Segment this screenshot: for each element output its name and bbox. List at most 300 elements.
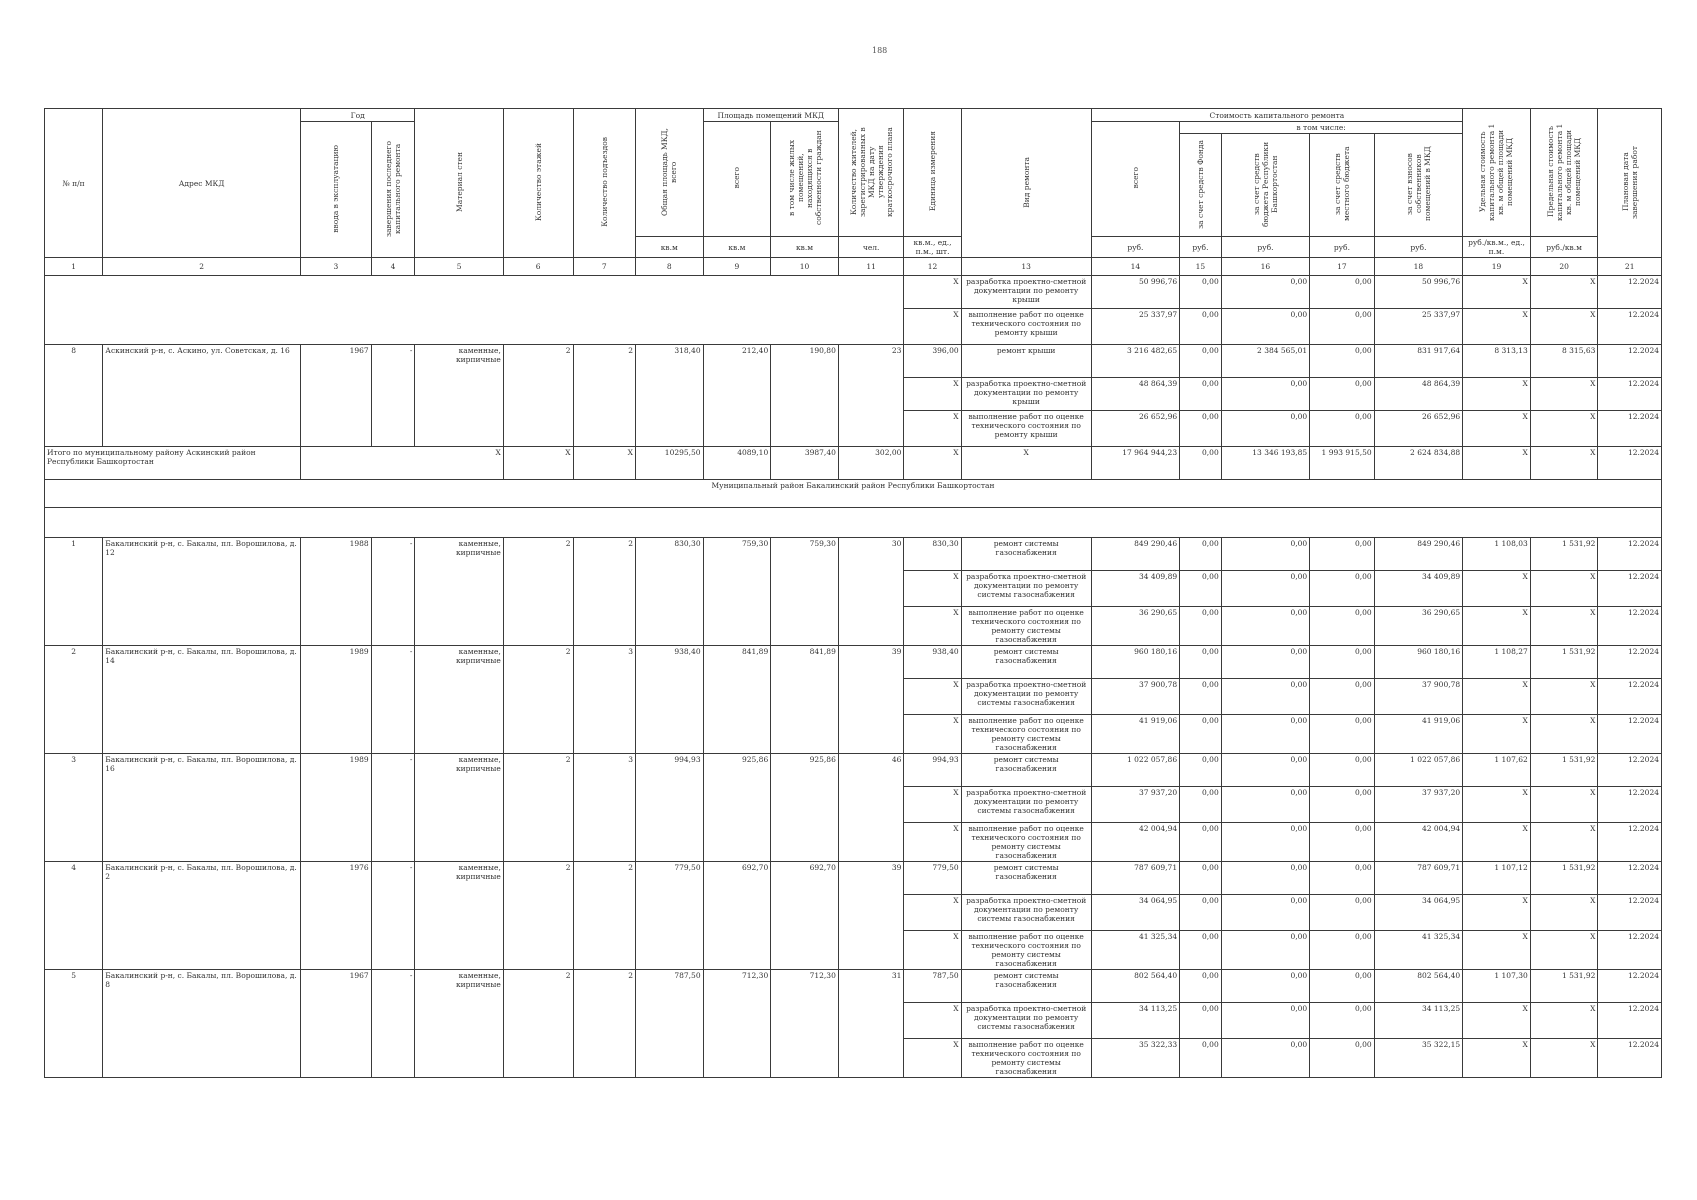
cost-local-cell: 0,00 [1310,895,1375,931]
unit-cell: Х [904,309,961,345]
unit-cost-cell: Х [1463,787,1531,823]
column-numbers-row [45,258,1662,276]
work-type-cell: ремонт системы газоснабжения [961,538,1091,571]
work-type-cell: ремонт системы газоснабжения [961,970,1091,1003]
cost-total-cell: 36 290,65 [1091,607,1179,646]
row-num-cell: 1 [45,538,103,646]
premises-owned-cell: 759,30 [771,538,839,646]
column-number: 19 [1463,258,1531,276]
header-unit: Единица измерения [904,109,961,237]
column-number: 18 [1374,258,1463,276]
column-number: 2 [103,258,301,276]
premises-owned-cell: 925,86 [771,754,839,862]
unit-cost-total: руб. [1091,237,1179,258]
max-cost-cell: Х [1530,411,1598,447]
cost-owners-cell: 960 180,16 [1374,646,1463,679]
cost-rb-cell: 0,00 [1221,823,1309,862]
planned-date-cell: 12.2024 [1598,931,1662,970]
header-total-area: Общая площадь МКД, всего [635,109,703,237]
cost-local-cell: 0,00 [1310,309,1375,345]
section-title-row [45,480,1662,508]
floors-cell: 2 [503,862,573,970]
header-cost-owners: за счет взносов собственников помещений в МКД [1374,134,1463,237]
max-cost-cell: Х [1530,447,1598,480]
cost-local-cell: 0,00 [1310,538,1375,571]
header-cost-incl: в том числе: [1180,122,1463,134]
row-num-cell: 2 [45,646,103,754]
work-type-cell: выполнение работ по оценке технического состояния по ремонту системы газоснабжения [961,823,1091,862]
unit-unit: кв.м., ед., п.м., шт. [904,237,961,258]
cost-local-cell: 0,00 [1310,754,1375,787]
header-wall-material: Материал стен [415,109,503,258]
work-type-cell: ремонт системы газоснабжения [961,646,1091,679]
table-row [45,345,1662,378]
entrances-cell: 3 [573,754,635,862]
cost-total-cell: 35 322,33 [1091,1039,1179,1078]
premises-total-cell: 925,86 [703,754,771,862]
year-last-repair-cell: - [371,538,415,646]
column-number: 11 [838,258,904,276]
address-cell: Бакалинский р-н, с. Бакалы, пл. Ворошилова, д. 2 [103,862,301,970]
residents-cell: 31 [838,970,904,1078]
cost-fund-cell: 0,00 [1180,1003,1222,1039]
unit-cell: Х [904,378,961,411]
cost-local-cell: 0,00 [1310,607,1375,646]
cost-fund-cell: 0,00 [1180,931,1222,970]
planned-date-cell: 12.2024 [1598,607,1662,646]
cost-local-cell: 0,00 [1310,646,1375,679]
premises-owned-cell: 692,70 [771,862,839,970]
unit-cost-cell: Х [1463,931,1531,970]
cost-owners-cell: 34 064,95 [1374,895,1463,931]
unit-max-cost: руб./кв.м [1530,237,1598,258]
unit-cost-cell: Х [1463,411,1531,447]
unit-cell: Х [904,895,961,931]
planned-date-cell: 12.2024 [1598,571,1662,607]
max-cost-cell: 8 315,63 [1530,345,1598,378]
total-residents-cell: 302,00 [838,447,904,480]
unit-cost-rb: руб. [1221,237,1309,258]
district-total-row [45,447,1662,480]
header-unit-cost: Удельная стоимость капитального ремонта 1 кв. м общей площади помещений МКД [1463,109,1531,237]
unit-cost-cell: Х [1463,823,1531,862]
cost-owners-cell: 41 919,06 [1374,715,1463,754]
planned-date-cell: 12.2024 [1598,309,1662,345]
work-type-cell: выполнение работ по оценке технического состояния по ремонту системы газоснабжения [961,607,1091,646]
cost-total-cell: 3 216 482,65 [1091,345,1179,378]
table-row [45,646,1662,679]
unit-cell: 830,30 [904,538,961,571]
cost-fund-cell: 0,00 [1180,276,1222,309]
column-number: 15 [1180,258,1222,276]
work-type-cell: ремонт системы газоснабжения [961,754,1091,787]
floors-cell: 2 [503,970,573,1078]
unit-cell: Х [904,715,961,754]
header-entrances: Количество подъездов [573,109,635,258]
unit-unit-cost: руб./кв.м., ед., п.м. [1463,237,1531,258]
unit-cell: Х [904,411,961,447]
total-year-cell: Х [300,447,503,480]
year-commission-cell: 1967 [300,345,371,447]
cost-total-cell: 37 937,20 [1091,787,1179,823]
cost-total-cell: 41 919,06 [1091,715,1179,754]
cost-local-cell: 0,00 [1310,1003,1375,1039]
planned-date-cell: 12.2024 [1598,646,1662,679]
entrances-cell: 2 [573,862,635,970]
year-last-repair-cell: - [371,754,415,862]
column-number: 6 [503,258,573,276]
unit-total-area: кв.м [635,237,703,258]
unit-cell: Х [904,1039,961,1078]
unit-cost-cell: Х [1463,309,1531,345]
unit-cell: 994,93 [904,754,961,787]
cost-fund-cell: 0,00 [1180,447,1222,480]
planned-date-cell: 12.2024 [1598,276,1662,309]
cost-owners-cell: 25 337,97 [1374,309,1463,345]
column-number: 9 [703,258,771,276]
residents-cell: 46 [838,754,904,862]
planned-date-cell: 12.2024 [1598,754,1662,787]
unit-premises-owned: кв.м [771,237,839,258]
year-last-repair-cell: - [371,345,415,447]
cost-fund-cell: 0,00 [1180,309,1222,345]
cost-rb-cell: 0,00 [1221,895,1309,931]
capital-repair-table [44,108,1662,1078]
cost-rb-cell: 0,00 [1221,970,1309,1003]
cost-owners-cell: 34 409,89 [1374,571,1463,607]
floors-cell: 2 [503,538,573,646]
total-area-cell: 938,40 [635,646,703,754]
cost-fund-cell: 0,00 [1180,787,1222,823]
cost-fund-cell: 0,00 [1180,378,1222,411]
unit-cost-cell: Х [1463,276,1531,309]
cost-rb-cell: 0,00 [1221,571,1309,607]
header-year: Год [300,109,414,122]
cost-local-cell: 1 993 915,50 [1310,447,1375,480]
max-cost-cell: 1 531,92 [1530,862,1598,895]
column-number: 16 [1221,258,1309,276]
cost-total-cell: 849 290,46 [1091,538,1179,571]
planned-date-cell: 12.2024 [1598,787,1662,823]
header-floors: Количество этажей [503,109,573,258]
unit-cell: Х [904,276,961,309]
max-cost-cell: Х [1530,715,1598,754]
column-number: 20 [1530,258,1598,276]
cost-owners-cell: 831 917,64 [1374,345,1463,378]
planned-date-cell: 12.2024 [1598,715,1662,754]
total-entrances-cell: Х [573,447,635,480]
total-floors-cell: Х [503,447,573,480]
year-commission-cell: 1967 [300,970,371,1078]
cost-rb-cell: 0,00 [1221,411,1309,447]
unit-cost-cell: 1 108,03 [1463,538,1531,571]
wall-material-cell: каменные, кирпичные [415,646,503,754]
column-number: 8 [635,258,703,276]
cost-rb-cell: 0,00 [1221,538,1309,571]
cost-local-cell: 0,00 [1310,862,1375,895]
blank-cell [45,508,1662,538]
wall-material-cell: каменные, кирпичные [415,754,503,862]
unit-cost-cell: Х [1463,378,1531,411]
cost-rb-cell: 0,00 [1221,607,1309,646]
unit-cost-cell: 8 313,13 [1463,345,1531,378]
header-cost-title: Стоимость капитального ремонта [1091,109,1462,122]
max-cost-cell: Х [1530,1039,1598,1078]
planned-date-cell: 12.2024 [1598,538,1662,571]
cost-owners-cell: 34 113,25 [1374,1003,1463,1039]
floors-cell: 2 [503,646,573,754]
cost-local-cell: 0,00 [1310,378,1375,411]
unit-cell: Х [904,447,961,480]
planned-date-cell: 12.2024 [1598,1039,1662,1078]
work-type-cell: выполнение работ по оценке технического состояния по ремонту системы газоснабжения [961,1039,1091,1078]
cost-total-cell: 787 609,71 [1091,862,1179,895]
unit-cell: Х [904,607,961,646]
column-number: 5 [415,258,503,276]
max-cost-cell: Х [1530,607,1598,646]
header-cost-local: за счет средств местного бюджета [1310,134,1375,237]
work-type-cell: выполнение работ по оценке технического состояния по ремонту системы газоснабжения [961,715,1091,754]
floors-cell: 2 [503,345,573,447]
cost-local-cell: 0,00 [1310,345,1375,378]
cost-fund-cell: 0,00 [1180,646,1222,679]
unit-cell: Х [904,1003,961,1039]
cost-owners-cell: 36 290,65 [1374,607,1463,646]
premises-total-cell: 759,30 [703,538,771,646]
work-type-cell: Х [961,447,1091,480]
column-number: 17 [1310,258,1375,276]
cost-fund-cell: 0,00 [1180,411,1222,447]
cost-total-cell: 34 409,89 [1091,571,1179,607]
unit-cost-cell: 1 107,30 [1463,970,1531,1003]
unit-premises-total: кв.м [703,237,771,258]
max-cost-cell: Х [1530,1003,1598,1039]
header-premises-total: всего [703,122,771,237]
cost-local-cell: 0,00 [1310,571,1375,607]
cost-total-cell: 960 180,16 [1091,646,1179,679]
unit-cell: 779,50 [904,862,961,895]
cost-rb-cell: 0,00 [1221,679,1309,715]
premises-owned-cell: 190,80 [771,345,839,447]
cost-owners-cell: 42 004,94 [1374,823,1463,862]
unit-cell: Х [904,931,961,970]
year-commission-cell: 1976 [300,862,371,970]
cost-owners-cell: 35 322,15 [1374,1039,1463,1078]
max-cost-cell: Х [1530,276,1598,309]
cost-rb-cell: 0,00 [1221,754,1309,787]
unit-cost-cell: Х [1463,715,1531,754]
unit-cell: Х [904,679,961,715]
cost-fund-cell: 0,00 [1180,679,1222,715]
header-residents: Количество жителей, зарегистрированных в МКД на дату утверждения краткосрочного плана [838,109,904,237]
cost-fund-cell: 0,00 [1180,345,1222,378]
planned-date-cell: 12.2024 [1598,970,1662,1003]
unit-cost-fund: руб. [1180,237,1222,258]
cost-local-cell: 0,00 [1310,931,1375,970]
column-number: 3 [300,258,371,276]
table-row [45,970,1662,1003]
work-type-cell: разработка проектно-сметной документации по ремонту системы газоснабжения [961,895,1091,931]
max-cost-cell: Х [1530,895,1598,931]
cost-rb-cell: 0,00 [1221,787,1309,823]
max-cost-cell: 1 531,92 [1530,646,1598,679]
planned-date-cell: 12.2024 [1598,862,1662,895]
wall-material-cell: каменные, кирпичные [415,862,503,970]
cost-owners-cell: 50 996,76 [1374,276,1463,309]
planned-date-cell: 12.2024 [1598,895,1662,931]
cost-fund-cell: 0,00 [1180,607,1222,646]
work-type-cell: выполнение работ по оценке технического состояния по ремонту системы газоснабжения [961,931,1091,970]
entrances-cell: 3 [573,646,635,754]
work-type-cell: разработка проектно-сметной документации по ремонту системы газоснабжения [961,1003,1091,1039]
address-cell: Бакалинский р-н, с. Бакалы, пл. Ворошилова, д. 16 [103,754,301,862]
cost-rb-cell: 0,00 [1221,276,1309,309]
cost-local-cell: 0,00 [1310,1039,1375,1078]
total-owned-cell: 3987,40 [771,447,839,480]
premises-owned-cell: 712,30 [771,970,839,1078]
column-number: 4 [371,258,415,276]
planned-date-cell: 12.2024 [1598,378,1662,411]
unit-residents: чел. [838,237,904,258]
cost-fund-cell: 0,00 [1180,754,1222,787]
cost-fund-cell: 0,00 [1180,823,1222,862]
unit-cost-cell: Х [1463,447,1531,480]
column-number: 14 [1091,258,1179,276]
cost-fund-cell: 0,00 [1180,862,1222,895]
row-num-cell: 4 [45,862,103,970]
year-last-repair-cell: - [371,862,415,970]
cost-total-cell: 42 004,94 [1091,823,1179,862]
unit-cell: Х [904,787,961,823]
max-cost-cell: Х [1530,823,1598,862]
cost-owners-cell: 849 290,46 [1374,538,1463,571]
cost-rb-cell: 13 346 193,85 [1221,447,1309,480]
max-cost-cell: Х [1530,378,1598,411]
cost-total-cell: 17 964 944,23 [1091,447,1179,480]
cost-local-cell: 0,00 [1310,411,1375,447]
residents-cell: 39 [838,646,904,754]
table-row [45,754,1662,787]
cost-rb-cell: 0,00 [1221,862,1309,895]
cost-total-cell: 34 064,95 [1091,895,1179,931]
unit-cell: Х [904,823,961,862]
cost-rb-cell: 0,00 [1221,1003,1309,1039]
blank-row [45,508,1662,538]
planned-date-cell: 12.2024 [1598,447,1662,480]
year-commission-cell: 1989 [300,754,371,862]
cost-owners-cell: 802 564,40 [1374,970,1463,1003]
work-type-cell: разработка проектно-сметной документации по ремонту системы газоснабжения [961,571,1091,607]
address-cell: Аскинский р-н, с. Аскино, ул. Советская, д. 16 [103,345,301,447]
unit-cost-cell: 1 107,12 [1463,862,1531,895]
unit-cell: 396,00 [904,345,961,378]
cost-fund-cell: 0,00 [1180,538,1222,571]
header-max-cost: Предельная стоимость капитального ремонта 1 кв. м общей площади помещений МКД [1530,109,1598,237]
cost-local-cell: 0,00 [1310,823,1375,862]
cost-fund-cell: 0,00 [1180,571,1222,607]
cost-total-cell: 50 996,76 [1091,276,1179,309]
cost-rb-cell: 0,00 [1221,646,1309,679]
header-address: Адрес МКД [103,109,301,258]
work-type-cell: разработка проектно-сметной документации по ремонту системы газоснабжения [961,679,1091,715]
unit-cost-cell: Х [1463,1003,1531,1039]
year-commission-cell: 1988 [300,538,371,646]
address-cell: Бакалинский р-н, с. Бакалы, пл. Ворошилова, д. 14 [103,646,301,754]
cost-owners-cell: 2 624 834,88 [1374,447,1463,480]
residents-cell: 23 [838,345,904,447]
cost-fund-cell: 0,00 [1180,1039,1222,1078]
total-premises-cell: 4089,10 [703,447,771,480]
header-repair-type: Вид ремонта [961,109,1091,258]
total-area-cell: 830,30 [635,538,703,646]
header-premises-area: Площадь помещений МКД [703,109,838,122]
row-num-cell: 8 [45,345,103,447]
column-number: 1 [45,258,103,276]
planned-date-cell: 12.2024 [1598,411,1662,447]
total-area-cell: 787,50 [635,970,703,1078]
max-cost-cell: Х [1530,787,1598,823]
max-cost-cell: Х [1530,571,1598,607]
cost-total-cell: 25 337,97 [1091,309,1179,345]
max-cost-cell: 1 531,92 [1530,970,1598,1003]
header-cost-total: всего [1091,122,1179,237]
cost-local-cell: 0,00 [1310,679,1375,715]
total-area-cell: 318,40 [635,345,703,447]
row-num-cell: 5 [45,970,103,1078]
unit-cell: 787,50 [904,970,961,1003]
row-num-cell: 3 [45,754,103,862]
max-cost-cell: Х [1530,931,1598,970]
column-number: 21 [1598,258,1662,276]
column-number: 12 [904,258,961,276]
cost-fund-cell: 0,00 [1180,715,1222,754]
cost-local-cell: 0,00 [1310,715,1375,754]
total-area-cell: 994,93 [635,754,703,862]
unit-cost-cell: Х [1463,895,1531,931]
header-cost-fund: за счет средств Фонда [1180,134,1222,237]
unit-cost-local: руб. [1310,237,1375,258]
table-body [45,276,1662,1078]
work-type-cell: выполнение работ по оценке технического состояния по ремонту крыши [961,411,1091,447]
cost-rb-cell: 0,00 [1221,715,1309,754]
cost-fund-cell: 0,00 [1180,970,1222,1003]
planned-date-cell: 12.2024 [1598,679,1662,715]
table-row [45,862,1662,895]
unit-cost-cell: Х [1463,679,1531,715]
column-number: 13 [961,258,1091,276]
residents-cell: 30 [838,538,904,646]
section-title: Муниципальный район Бакалинский район Республики Башкортостан [45,480,1662,508]
unit-cost-cell: 1 107,62 [1463,754,1531,787]
unit-cell: Х [904,571,961,607]
cost-owners-cell: 37 900,78 [1374,679,1463,715]
cost-rb-cell: 0,00 [1221,1039,1309,1078]
cost-local-cell: 0,00 [1310,787,1375,823]
cost-total-cell: 37 900,78 [1091,679,1179,715]
column-number: 7 [573,258,635,276]
table-row [45,538,1662,571]
cost-local-cell: 0,00 [1310,970,1375,1003]
cost-total-cell: 41 325,34 [1091,931,1179,970]
premises-total-cell: 692,70 [703,862,771,970]
cost-rb-cell: 0,00 [1221,378,1309,411]
wall-material-cell: каменные, кирпичные [415,970,503,1078]
unit-cost-cell: 1 108,27 [1463,646,1531,679]
entrances-cell: 2 [573,970,635,1078]
header-num: № п/п [45,109,103,258]
unit-cost-cell: Х [1463,571,1531,607]
cost-owners-cell: 1 022 057,86 [1374,754,1463,787]
